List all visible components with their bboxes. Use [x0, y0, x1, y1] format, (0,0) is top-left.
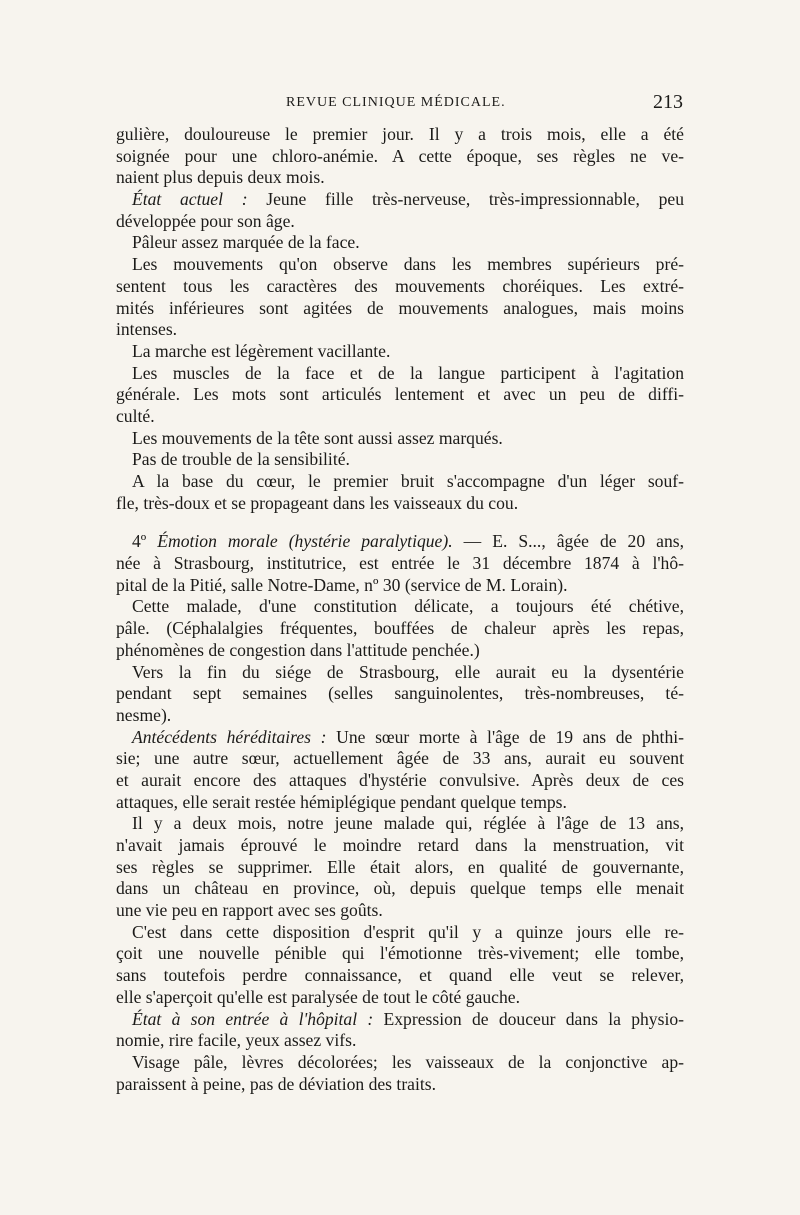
text-line: née à Strasbourg, institutrice, est entrée le 31 décembre 1874 à l'hô-	[116, 553, 684, 574]
text-line: intenses.	[116, 319, 178, 340]
text-line: et aurait encore des attaques d'hystérie convulsive. Après deux de ces	[116, 769, 684, 790]
paragraph-group	[116, 553, 684, 727]
text-line: mités inférieures sont agitées de mouvements analogues, mais moins	[116, 297, 684, 318]
paragraph-group	[116, 211, 684, 515]
case-title: Émotion morale (hystérie paralytique).	[157, 531, 453, 552]
text-line: A la base du cœur, le premier bruit s'accompagne d'un léger souf-	[132, 471, 684, 491]
text-line: çoit une nouvelle pénible qui l'émotionne très-vivement; elle tombe,	[116, 943, 684, 964]
text-line: pendant sept semaines (selles sanguinolentes, très-nombreuses, té-	[116, 683, 684, 704]
text-line: n'avait jamais éprouvé le moindre retard dans la menstruation, vit	[116, 835, 684, 855]
text-line: gulière, douloureuse le premier jour. Il y a trois mois, elle a été	[116, 124, 684, 144]
section-gap	[116, 514, 684, 531]
text-line: une vie peu en rapport avec ses goûts.	[116, 900, 383, 921]
text-line: nesme).	[116, 704, 172, 725]
text-line: Pâleur assez marquée de la face.	[132, 232, 360, 253]
paragraph-group	[116, 124, 684, 189]
text-line: paraissent à peine, pas de déviation des traits.	[116, 1073, 437, 1094]
text-line: La marche est légèrement vacillante.	[132, 340, 391, 361]
text-line: Les muscles de la face et de la langue participent à l'agitation	[132, 362, 684, 383]
text-line: sans toutefois perdre connaissance, et quand elle veut se relever,	[116, 965, 684, 986]
text-line: pital de la Pitié, salle Notre-Dame, nº 30 (service de M. Lorain).	[116, 574, 568, 595]
paragraph-group	[116, 748, 684, 1008]
body-text	[116, 124, 684, 1095]
text-line: naient plus depuis deux mois.	[116, 167, 325, 188]
text-line: générale. Les mots sont articulés lentement et avec un peu de diffi-	[116, 384, 684, 405]
subheading: État à son entrée à l'hôpital :	[132, 1008, 374, 1029]
text-line: fle, très-doux et se propageant dans les vaisseaux du cou.	[116, 492, 519, 513]
text-line: Les mouvements qu'on observe dans les membres supérieurs pré-	[132, 254, 684, 275]
text-line: soignée pour une chloro-anémie. A cette époque, ses règles ne ve-	[116, 145, 684, 166]
subheading-text: Jeune fille très-nerveuse, très-impressionnable, peu	[247, 189, 684, 210]
subheading: Antécédents héréditaires :	[132, 726, 327, 747]
text-line: ses règles se supprimer. Elle était alors, en qualité de gouvernante,	[116, 856, 684, 877]
text-line	[116, 531, 684, 553]
paragraph-group	[116, 1030, 684, 1095]
subheading: État actuel :	[132, 189, 248, 210]
page-number: 213	[653, 91, 683, 113]
case-number: 4º	[132, 531, 158, 552]
text-line	[116, 189, 684, 211]
text-line: pâle. (Céphalalgies fréquentes, bouffées de chaleur après les repas,	[116, 618, 684, 639]
text-line	[116, 1009, 684, 1031]
text-line: Cette malade, d'une constitution délicate, a toujours été chétive,	[132, 596, 684, 617]
text-line: Les mouvements de la tête sont aussi assez marqués.	[132, 427, 503, 448]
text-line: Vers la fin du siége de Strasbourg, elle aurait eu la dysentérie	[132, 661, 684, 682]
text-line: Visage pâle, lèvres décolorées; les vaisseaux de la conjonctive ap-	[132, 1051, 684, 1072]
text-line: attaques, elle serait restée hémiplégique pendant quelque temps.	[116, 791, 567, 812]
text-line: dans un château en province, où, depuis quelque temps elle menait	[116, 878, 684, 899]
text-line: phénomènes de congestion dans l'attitude penchée.)	[116, 639, 480, 660]
text-line: culté.	[116, 405, 155, 426]
case-intro: — E. S..., âgée de 20 ans,	[452, 531, 684, 552]
text-line: sentent tous les caractères des mouvements choréiques. Les extré-	[116, 275, 684, 296]
text-line: C'est dans cette disposition d'esprit qu'il y a quinze jours elle re-	[132, 921, 684, 942]
running-header	[118, 91, 683, 119]
text-line: Pas de trouble de la sensibilité.	[132, 449, 350, 470]
text-line	[116, 727, 684, 749]
journal-title: REVUE CLINIQUE MÉDICALE.	[286, 95, 506, 110]
subheading-text: Une sœur morte à l'âge de 19 ans de phthi-	[326, 726, 684, 747]
text-line: Il y a deux mois, notre jeune malade qui, réglée à l'âge de 13 ans,	[132, 813, 684, 834]
text-line: développée pour son âge.	[116, 210, 295, 231]
text-line: elle s'aperçoit qu'elle est paralysée de tout le côté gauche.	[116, 986, 520, 1007]
text-line: nomie, rire facile, yeux assez vifs.	[116, 1030, 357, 1051]
subheading-text: Expression de douceur dans la physio-	[373, 1008, 684, 1029]
text-line: sie; une autre sœur, actuellement âgée de 33 ans, aurait eu souvent	[116, 748, 684, 769]
